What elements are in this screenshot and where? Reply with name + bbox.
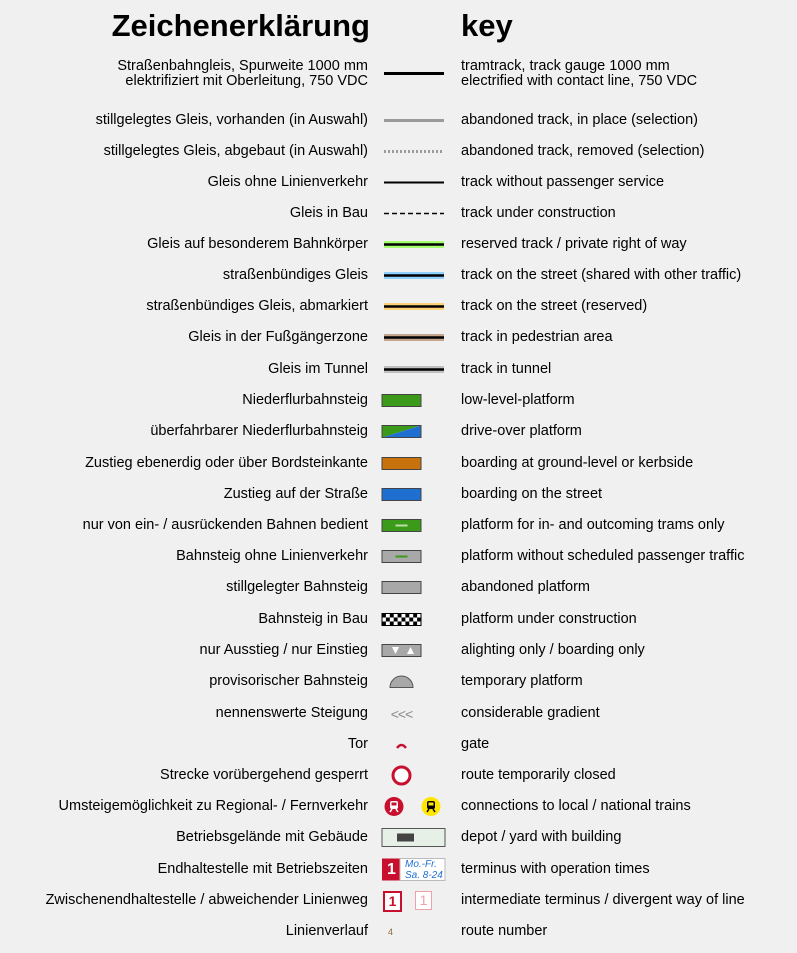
legend-label-german: Umsteigemöglichkeit zu Regional- / Fernverkehr <box>58 798 368 814</box>
route-closed-icon <box>378 760 446 791</box>
legend-row <box>0 322 797 353</box>
track-electrified-icon <box>378 58 446 89</box>
legend-row <box>0 916 797 947</box>
legend-label-english-line: tramtrack, track gauge 1000 mm <box>461 57 670 74</box>
legend-label-german: stillgelegter Bahnsteig <box>226 579 368 595</box>
legend-label-english: route number <box>461 923 548 939</box>
legend-label-english: platform without scheduled passenger traffic <box>461 548 745 564</box>
legend-label-english: abandoned track, removed (selection) <box>461 143 705 159</box>
platform-temporary-icon <box>378 666 446 697</box>
legend-label-english-line: electrified with contact line, 750 VDC <box>461 72 698 89</box>
platform-drive-over-icon <box>378 416 446 447</box>
legend-label-english: abandoned platform <box>461 579 590 595</box>
legend-label-german: Gleis in Bau <box>289 205 368 221</box>
legend-row <box>0 385 797 416</box>
legend-row <box>0 885 797 916</box>
track-street-reserved-icon <box>378 291 446 322</box>
track-construction-icon <box>378 198 446 229</box>
legend-row <box>0 291 797 322</box>
legend-row <box>0 260 797 291</box>
legend-label-german <box>117 58 368 89</box>
legend-label-german: Bahnsteig in Bau <box>258 611 368 627</box>
legend-row <box>0 198 797 229</box>
legend-row <box>0 136 797 167</box>
legend-label-german: Betriebsgelände mit Gebäude <box>176 829 368 845</box>
legend-label-english: track on the street (shared with other traffic) <box>461 267 742 283</box>
legend-label-german: nur von ein- / ausrückenden Bahnen bedient <box>82 517 368 533</box>
gradient-icon <box>378 698 446 729</box>
legend-label-english: platform under construction <box>461 611 637 627</box>
legend-row <box>0 510 797 541</box>
legend-label-german: Bahnsteig ohne Linienverkehr <box>176 548 368 564</box>
legend-label-english: drive-over platform <box>461 423 582 439</box>
legend-label-german: stillgelegtes Gleis, abgebaut (in Auswahl) <box>103 143 368 159</box>
legend-label-german: Zustieg ebenerdig oder über Bordsteinkante <box>85 455 368 471</box>
legend-label-german: Gleis auf besonderem Bahnkörper <box>147 236 368 252</box>
legend-label-english: temporary platform <box>461 673 583 689</box>
legend-label-english: considerable gradient <box>461 705 600 721</box>
legend-label-german: Tor <box>347 736 368 752</box>
platform-inout-icon <box>378 510 446 541</box>
legend-row <box>0 167 797 198</box>
legend-label-german: Niederflurbahnsteig <box>242 392 368 408</box>
legend-row <box>0 354 797 385</box>
svg-text:<<<: <<< <box>390 706 413 722</box>
legend-label-german: nur Ausstieg / nur Einstieg <box>199 642 368 658</box>
legend-label-english: track under construction <box>461 205 616 221</box>
route-number-label: 4 <box>388 927 394 937</box>
legend-label-english: terminus with operation times <box>461 861 650 877</box>
gate-icon <box>378 729 446 760</box>
platform-alight-board-icon <box>378 635 446 666</box>
legend-row <box>0 666 797 697</box>
legend-label-german: Zustieg auf der Straße <box>223 486 368 502</box>
legend-label-german: Zwischenendhaltestelle / abweichender Linienweg <box>45 892 368 908</box>
divergent-route-number: 1 <box>415 891 432 910</box>
legend-label-german: Endhaltestelle mit Betriebszeiten <box>157 861 368 877</box>
track-street-icon <box>378 260 446 291</box>
legend-row <box>0 58 797 89</box>
legend-label-english: gate <box>461 736 490 752</box>
track-tunnel-icon <box>378 354 446 385</box>
legend-label-german: provisorischer Bahnsteig <box>209 673 368 689</box>
legend-label-english: depot / yard with building <box>461 829 622 845</box>
legend-label-german: Gleis im Tunnel <box>268 361 368 377</box>
legend-label-german-line: elektrifiziert mit Oberleitung, 750 VDC <box>125 73 368 89</box>
legend-label-german: stillgelegtes Gleis, vorhanden (in Auswahl) <box>95 112 368 128</box>
platform-low-icon <box>378 385 446 416</box>
legend-row <box>0 604 797 635</box>
terminus-icon <box>378 854 446 885</box>
platform-street-icon <box>378 479 446 510</box>
legend-label-english: route temporarily closed <box>461 767 616 783</box>
legend-label-english: boarding at ground-level or kerbside <box>461 455 694 471</box>
legend-label-german: straßenbündiges Gleis <box>222 267 368 283</box>
legend-label-english: alighting only / boarding only <box>461 642 645 658</box>
legend-row <box>0 698 797 729</box>
depot-icon <box>378 822 446 853</box>
legend-row <box>0 760 797 791</box>
legend-row <box>0 822 797 853</box>
intermediate-terminus-icon <box>378 885 446 916</box>
legend-row <box>0 541 797 572</box>
track-removed-icon <box>378 136 446 167</box>
track-abandoned-icon <box>378 105 446 136</box>
legend-label-english: platform for in- and outcoming trams only <box>461 517 725 533</box>
legend-label-english: abandoned track, in place (selection) <box>461 112 698 128</box>
legend-label-english: track in tunnel <box>461 361 552 377</box>
intermediate-terminus-number: 1 <box>383 891 402 912</box>
legend-label-german: Gleis in der Fußgängerzone <box>188 329 368 345</box>
legend-label-english: track in pedestrian area <box>461 329 613 345</box>
legend-label-german-line: Straßenbahngleis, Spurweite 1000 mm <box>117 58 368 74</box>
terminus-times-weekday: Mo.-Fr. <box>405 859 437 870</box>
legend-label-english: intermediate terminus / divergent way of line <box>461 892 745 908</box>
legend-row <box>0 854 797 885</box>
legend-label-german: straßenbündiges Gleis, abmarkiert <box>146 298 368 314</box>
legend-label-german: überfahrbarer Niederflurbahnsteig <box>150 423 368 439</box>
legend-row <box>0 416 797 447</box>
legend-label-english <box>461 58 697 89</box>
legend-row <box>0 729 797 760</box>
legend-label-german: Gleis ohne Linienverkehr <box>207 174 368 190</box>
platform-construction-icon <box>378 604 446 635</box>
legend-label-english: reserved track / private right of way <box>461 236 687 252</box>
track-reserved-icon <box>378 229 446 260</box>
legend-row <box>0 105 797 136</box>
platform-abandoned-icon <box>378 572 446 603</box>
legend-row <box>0 635 797 666</box>
legend-row <box>0 479 797 510</box>
legend-label-german: nennenswerte Steigung <box>215 705 368 721</box>
legend-label-german: Strecke vorübergehend gesperrt <box>160 767 368 783</box>
title-english: key <box>461 8 513 43</box>
terminus-line-number: 1 <box>387 861 396 878</box>
track-pedestrian-icon <box>378 322 446 353</box>
legend-label-english: track on the street (reserved) <box>461 298 648 314</box>
route-number-icon <box>378 916 446 947</box>
terminus-times-saturday: Sa. 8-24 <box>405 870 443 881</box>
legend-row <box>0 572 797 603</box>
platform-no-service-icon <box>378 541 446 572</box>
platform-ground-icon <box>378 448 446 479</box>
track-no-service-icon <box>378 167 446 198</box>
legend-row <box>0 448 797 479</box>
legend-label-english: track without passenger service <box>461 174 665 190</box>
legend-row <box>0 791 797 822</box>
train-connections-icon <box>378 791 446 822</box>
legend-label-german: Linienverlauf <box>285 923 368 939</box>
title-german: Zeichenerklärung <box>111 8 370 43</box>
legend-row <box>0 229 797 260</box>
legend-label-english: connections to local / national trains <box>461 798 691 814</box>
legend-label-english: boarding on the street <box>461 486 603 502</box>
legend-label-english: low-level-platform <box>461 392 575 408</box>
